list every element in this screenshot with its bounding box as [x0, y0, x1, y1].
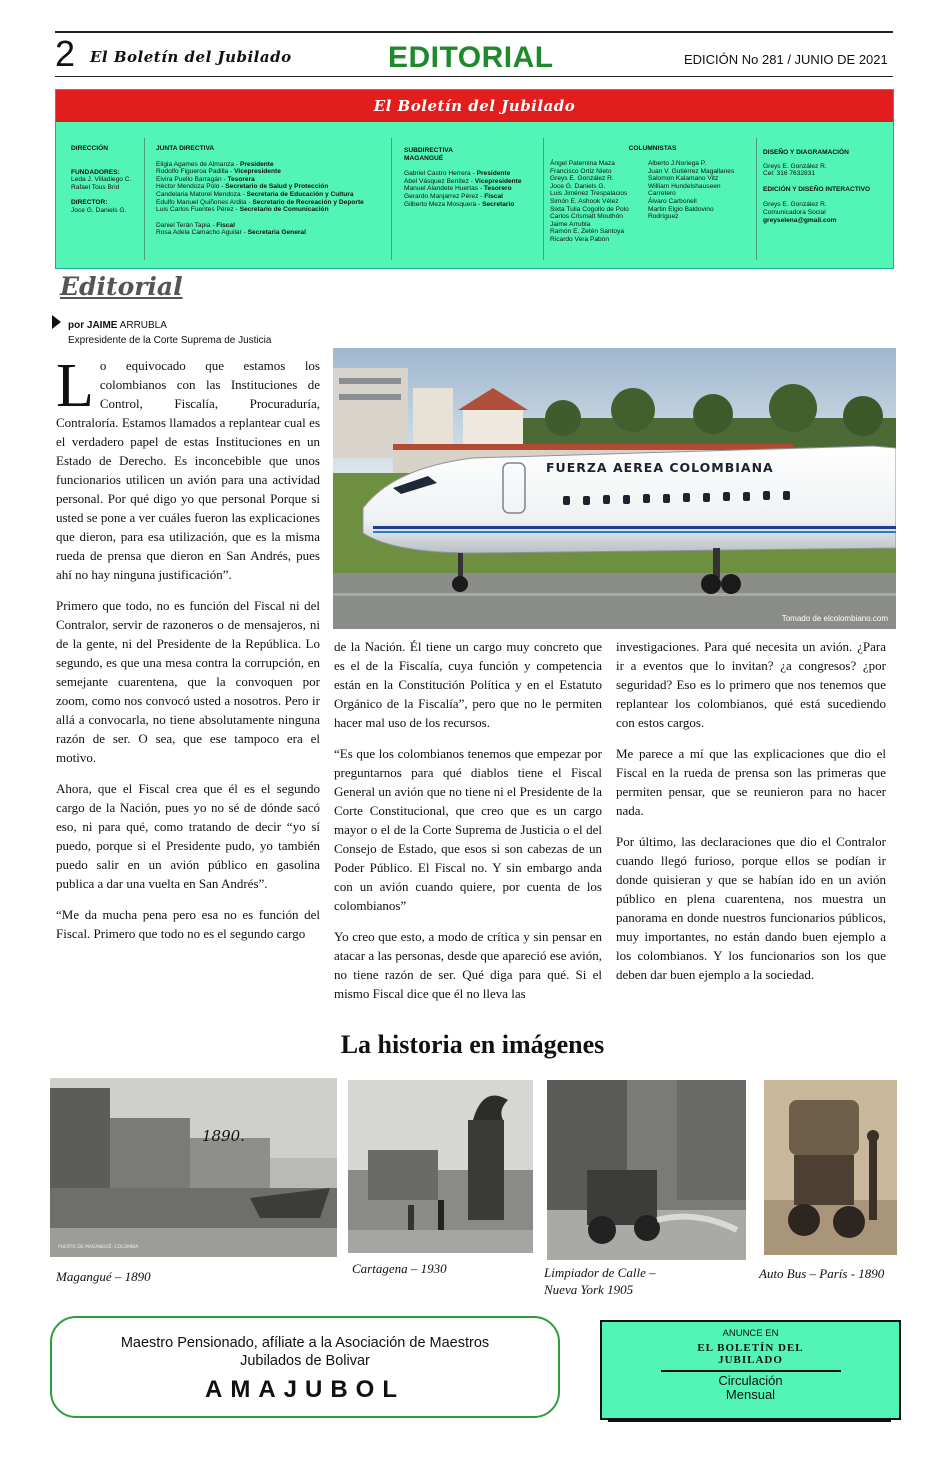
columnist-name: Joce G. Daniels G. [550, 182, 606, 190]
ad-text [52, 1334, 558, 1370]
photo-year-label: 1890. [202, 1127, 245, 1145]
masthead-heading: JUNTA DIRECTIVA [156, 145, 215, 152]
member-role: Vicepresidente [474, 177, 522, 185]
page-number: 2 [55, 33, 76, 74]
article-paragraph: Me parece a mí que las explicaciones que dio el Fiscal en la rueda de prensa son las primeras que permiten pensar, que se reunieron para no hacer nada. [616, 746, 886, 818]
ad-brand-line: EL BOLETÍN DEL [697, 1342, 804, 1354]
masthead-heading: DIRECTOR: [71, 199, 108, 207]
cartagena-illustration [348, 1080, 533, 1253]
columnist-name: Simón E. Ashook Vélez [550, 197, 619, 205]
masthead-line: Cel: 316 7632831 [763, 170, 816, 178]
member-name: Rosa Adela Camacho Aguilar - [156, 229, 248, 237]
masthead-heading: MAGANGUÉ [404, 154, 444, 162]
caption-line: Limpiador de Calle – [544, 1265, 656, 1280]
masthead-junta [156, 145, 396, 237]
article-paragraph: Ahora, que el Fiscal crea que él es el segundo cargo de la Nación, pues yo no sé de dónde sacó eso, ni para qué, como tratando de decir “yo sí puedo, porque si el Presidente pudo, yo también puedo salir en un avión público en gasolina publica a dar una vuelta en San Andrés”. [56, 781, 320, 891]
article-paragraph: o equivocado que estamos los colombianos con las Instituciones de Control, Fiscalía, Procuraduría, Contraloría. Estamos llamados a replantear cual es el verdadero papel de estas Instituciones en un Estado de Derecho. Es inconcebible que unos funcionarios utilicen un avión para una actividad personal. Por qué digo yo que personal Porque si usted se pone a ver cuáles fueron las explicaciones que dieron, para esa utilización, que es la misma rueda de prensa que dieron en San Andrés, pues ahí no hay ninguna justificación”. [56, 358, 320, 582]
ad-line: Jubilados de Bolivar [240, 1353, 370, 1369]
masthead-subdirectiva [404, 147, 544, 208]
ad-line: Circulación [718, 1373, 783, 1388]
article-paragraph: Primero que todo, no es función del Fiscal ni del Contralor, servir de razoneros o de mensajeros, ni de la gente, ni del Presidente de la República. Lo segundo, es que una mesa contra la corrupción, en semejante cuarentena, que la convoquen por zoom, como nos convocó usted a nosotros. Pero ir allá a convocarla, no tiene absolutamente ninguna razón de ser. O sea, que ese tampoco era el motivo. [56, 598, 320, 765]
member-name: Gerardo Manjarrez Pérez - [404, 192, 485, 200]
byline-prefix: por [68, 320, 87, 331]
member-role: Secretario de Recreación y Deporte [252, 198, 364, 206]
columnist-name: Ricardo Vera Pabón [550, 235, 610, 243]
columnist-name: Carretero [648, 190, 676, 198]
history-photo-magangue [50, 1078, 337, 1257]
columnist-name: Juan V. Gutiérrez Magallanes [648, 167, 735, 175]
member-role: Vicepresidente [234, 168, 281, 176]
member-role: Secretario [482, 200, 515, 208]
contact-email: greyselena@gmail.com [763, 216, 837, 224]
plane-illustration [333, 348, 896, 629]
boletin-ad [600, 1320, 901, 1420]
columnist-name: Sixta Tulia Cogollo de Polo [550, 205, 629, 213]
columnist-name: Luis Jiménez Trespalacios [550, 190, 628, 198]
article-paragraph: de la Nación. Él tiene un cargo muy concreto que es el de la Fiscalía, cuya función y competencia están en la Constitución Política y en el Estatuto Orgánico de la Fiscalía”, pero que no le permiten hacer mal uso de los recursos. [334, 639, 602, 730]
member-name: Eligia Agames de Almanza - [156, 160, 240, 168]
columnist-name: Carlos Crismatt Mouthón [550, 213, 623, 221]
masthead-diseno [763, 149, 888, 224]
ad-line: Mensual [725, 1387, 776, 1402]
member-name: Manuel Alandete Huertas - [404, 185, 484, 193]
member-role: Secretario de Comunicación [239, 206, 329, 214]
member-role: Secretaria de Educación y Cultura [246, 190, 354, 198]
member-name: Rodolfo Figueroa Padilla - [156, 168, 235, 176]
photo-credit: Tomado de elcolombiano.com [781, 614, 888, 623]
header-top-rule [55, 31, 893, 33]
section-title: EDITORIAL [388, 41, 554, 74]
member-role: Secretaria General [247, 229, 306, 237]
drop-cap: L [56, 352, 94, 420]
masthead-direccion [71, 145, 151, 215]
masthead-divider [543, 138, 544, 260]
member-role: Secretario de Salud y Protección [225, 183, 329, 191]
member-name: Gabriel Castro Herrera - [404, 170, 477, 178]
plane-livery-text: FUERZA AEREA COLOMBIANA [546, 460, 774, 475]
ad-line: Maestro Pensionado, afíliate a la Asociación de Maestros [120, 1335, 490, 1351]
member-role: Presidente [239, 160, 274, 168]
member-name: Candelaria Matorel Mendoza - [156, 190, 247, 198]
header-bottom-rule [55, 76, 893, 77]
article-paragraph: “Es que los colombianos tenemos que empezar por preguntarnos para qué diablos tiene el Fiscal General un avión que no tiene ni el Presidente de la Corte Constitucional, que creo que es un cargo mayor o el de la Corte Suprema de Justicia o el del Consejo de Estado, que esos si son cabezas de un Poder Público. El Fiscal no. Y sin embargo anda con un avión cuando quiere, por cuenta de los colombianos” [334, 746, 602, 913]
masthead-line: Rafael Tous Brid [71, 183, 120, 191]
masthead-box [55, 89, 894, 269]
history-heading: La historia en imágenes [340, 1030, 605, 1059]
article-paragraph: “Me da mucha pena pero esa no es función del Fiscal. Primero que todo no es el segundo cargo [56, 907, 320, 941]
caption-paris: Auto Bus – París - 1890 [759, 1266, 885, 1281]
ad-brand: AMAJUBOL [205, 1376, 405, 1403]
columnist-name: Salomon Kalamano Vitz [648, 175, 719, 183]
article-column-3 [616, 637, 886, 1007]
masthead-heading: SUBDIRECTIVA [404, 147, 453, 154]
member-name: Abel Vásquez Benítez - [404, 177, 475, 185]
member-name: Daniel Terán Tapia - [156, 221, 217, 229]
ad-kicker: ANUNCE EN [722, 1328, 779, 1339]
columnist-name: Ángel Paternina Maza [550, 160, 615, 167]
photo-caption-overlay: PUERTO DE MAGANGUÉ, COLOMBIA [58, 1245, 139, 1250]
member-role: Fiscal [484, 192, 503, 200]
ad-divider [661, 1370, 841, 1372]
masthead-divider [756, 138, 757, 260]
ad-brand-line: JUBILADO [718, 1354, 783, 1366]
columnist-name: Greys E. González R. [550, 175, 614, 183]
byline-arrow-icon [52, 315, 61, 329]
article-paragraph: Por último, las declaraciones que dio el Contralor cuando llegó furioso, porque ellos se podían ir donde quisieran y que se habían ido en un avión público en plena cuarentena, nos muestra un panorama en donde nuestros funcionarios públicos, muy importantes, no están dando buen ejemplo a los colombianos. Y los funcionarios son los que deben dar buen ejemplo a la sociedad. [616, 834, 886, 982]
caption-cartagena: Cartagena – 1930 [352, 1261, 447, 1276]
member-name: Elvira Puello Barragán - [156, 175, 228, 183]
masthead-line: Greys E. González R. [763, 201, 827, 209]
masthead-heading: FUNDADORES: [71, 168, 120, 176]
columnist-name: Rodríguez [648, 213, 679, 221]
masthead-divider [391, 138, 392, 260]
columnist-name: Álvaro Carbonell [648, 197, 697, 205]
history-photo-newyork [547, 1080, 746, 1260]
caption-newyork [544, 1264, 656, 1298]
history-photo-paris [764, 1080, 897, 1255]
magangue-illustration [50, 1078, 337, 1257]
paris-illustration [764, 1080, 897, 1255]
masthead-line: Greys E. González R. [763, 162, 827, 170]
member-name: Héctor Mendoza Polo - [156, 183, 226, 191]
edition-info: EDICIÓN No 281 / JUNIO DE 2021 [684, 52, 888, 67]
caption-magangue: Magangué – 1890 [56, 1269, 151, 1284]
columnist-name: Alberto J.Noriega P. [648, 160, 707, 167]
ad-brand [602, 1342, 899, 1366]
author-role: Expresidente de la Corte Suprema de Justicia [68, 335, 272, 346]
caption-line: Nueva York 1905 [544, 1282, 634, 1297]
editorial-heading: Editorial [60, 272, 183, 301]
masthead-columnistas [550, 145, 755, 243]
amajubol-ad [50, 1316, 560, 1418]
masthead-divider [144, 138, 145, 260]
masthead-heading: EDICIÓN Y DISEÑO INTERACTIVO [763, 185, 871, 193]
member-name: Edulfo Manuel Quiñones Ardila - [156, 198, 253, 206]
member-role: Presidente [476, 170, 511, 178]
masthead-heading: DISEÑO Y DIAGRAMACIÓN [763, 149, 849, 156]
masthead-line: Comunicadora Social [763, 208, 826, 216]
member-name: Luis Carlos Fuentes Pérez - [156, 206, 240, 214]
masthead-heading: COLUMNISTAS [628, 145, 677, 152]
member-role: Tesorero [483, 185, 512, 193]
plane-photo [333, 348, 896, 629]
member-role: Fiscal [216, 221, 235, 229]
article-paragraph: investigaciones. Para qué necesita un avión. ¿Para ir a eventos que lo invitan? ¿a congresos? ¿por seguridad? Eso es lo primero que nos tenemos que replantear los colombianos, qué está sucediendo con estos cargos. [616, 639, 886, 730]
masthead-line: Leda J. Villadiego C. [71, 176, 132, 184]
columnist-name: Francisco Ortiz Nieto [550, 167, 612, 175]
article-paragraph: Yo creo que esto, a modo de crítica y sin pensar en atacar a las personas, desde que apareció ese avión, no tiene razón de ser. Qué diga para qué. Si el mismo Fiscal dice que él no lleva las [334, 929, 602, 1001]
columnist-name: William Hundelshauseen [648, 182, 721, 190]
author-first-name: JAIME [86, 320, 118, 331]
author-last-name: ARRUBLA [117, 320, 167, 331]
article-column-2 [334, 637, 602, 1007]
member-role: Tesorera [227, 175, 255, 183]
header-brand: El Boletín del Jubilado [90, 48, 292, 66]
ad-circulation [602, 1374, 899, 1402]
columnist-name: Ramón E. Zetén Santoya [550, 228, 625, 236]
columnist-name: Martin Elgio Baldovino [648, 205, 714, 213]
masthead-title: El Boletín del Jubilado [56, 90, 893, 122]
member-name: Gilberto Meza Mosquera - [404, 200, 483, 208]
masthead-line: Joce G. Daniels G. [71, 206, 127, 214]
byline [68, 318, 271, 348]
masthead-heading: DIRECCIÓN [71, 145, 108, 152]
history-photo-cartagena [348, 1080, 533, 1253]
newyork-illustration [547, 1080, 746, 1260]
article-column-1 [56, 352, 320, 1006]
columnist-name: Jaime Arrubla [550, 220, 591, 228]
